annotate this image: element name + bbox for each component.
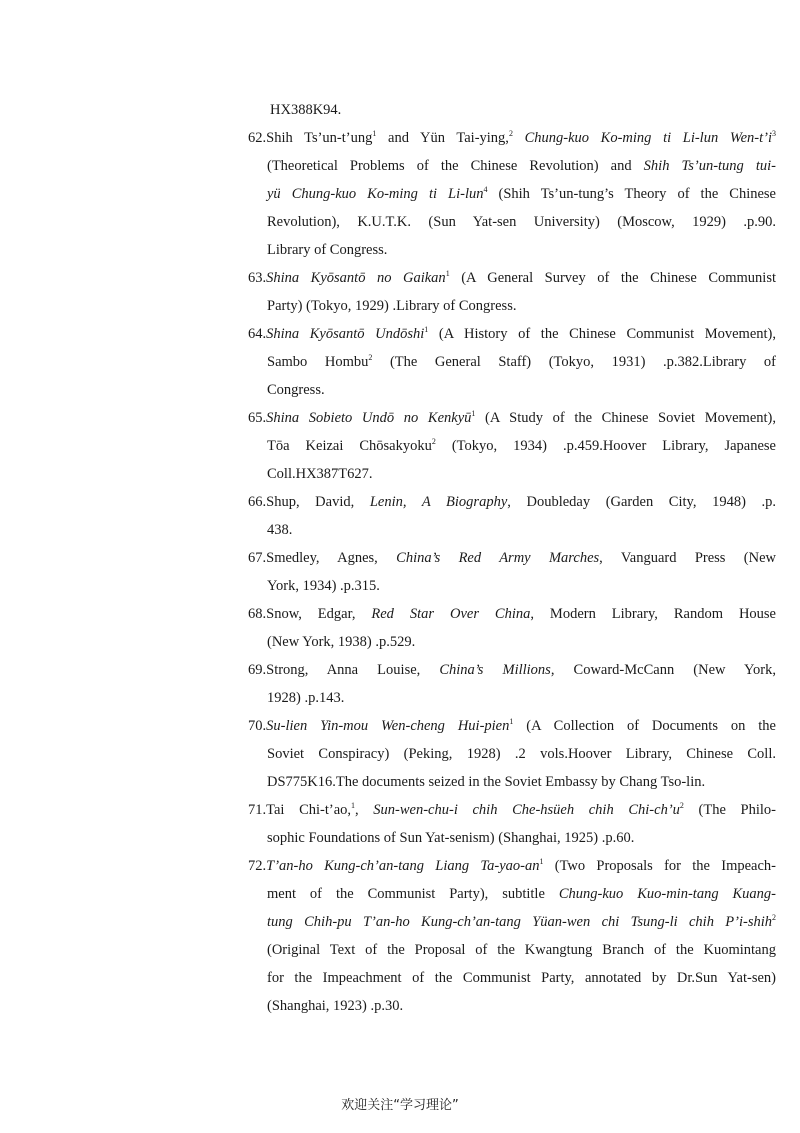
entry-line: 62.Shih Ts’un-t’ung$^1$ and Yün Tai-ying,$^2$ Chung-kuo Ko-ming ti Li-lun Wen-$t’i^3$ bbox=[248, 129, 777, 146]
entry-line: (Original Text of the Proposal of the Kwangtung Branch of the Kuomintang bbox=[267, 942, 776, 958]
entry-line: 1928) .p.143. bbox=[267, 690, 345, 706]
entry-line: Congress. bbox=[267, 382, 325, 398]
page-footer: 欢迎关注“学习理论” bbox=[341, 1098, 459, 1113]
entry-line: 71.Tai Chi-t’ao,$^1$, Sun-wen-chu-i chih Che-hsüeh chih Chi-$ch’u^2$ (The Philo- bbox=[248, 801, 777, 818]
entry-line: (New York, 1938) .p.529. bbox=[267, 634, 416, 650]
entry-line: Revolution), K.U.T.K. (Sun Yat-sen University) (Moscow, 1929) .p.90. bbox=[267, 214, 776, 230]
entry-line: 68.Snow, Edgar, Red Star Over China, Modern Library, Random House bbox=[248, 606, 776, 622]
entry-line: DS775K16.The documents seized in the Soviet Embassy by Chang Tso-lin. bbox=[267, 774, 706, 790]
bibliography-entry bbox=[248, 404, 776, 488]
bibliography-entry bbox=[248, 124, 776, 264]
bibliography-entry bbox=[248, 852, 776, 1020]
entry-line: yü Chung-kuo Ko-ming ti Li-lun$^4$ (Shih Ts’un-tung’s Theory of the Chinese bbox=[267, 185, 776, 202]
entry-line: for the Impeachment of the Communist Party, annotated by Dr.Sun Yat-sen) bbox=[267, 970, 776, 986]
bibliography-entry bbox=[248, 656, 776, 712]
entry-line: 438. bbox=[267, 522, 293, 538]
entry-line: Library of Congress. bbox=[267, 242, 388, 258]
entry-line: Tōa Keizai Chōsakyoku$^2$ (Tokyo, 1934) .p.459.Hoover Library, Japanese bbox=[267, 437, 776, 454]
entry-line: 67.Smedley, Agnes, China’s Red Army Marches, Vanguard Press (New bbox=[248, 550, 776, 566]
entry-line: 63.Shina Kyōsantō no Gaikan$^1$ (A General Survey of the Chinese Communist bbox=[248, 269, 776, 286]
entry-line: Sambo Hombu$^2$ (The General Staff) (Tokyo, 1931) .p.382.Library of bbox=[267, 353, 776, 370]
bibliography-entry bbox=[248, 712, 776, 796]
bibliography-entry bbox=[248, 488, 776, 544]
entry-line: ment of the Communist Party), subtitle Chung-kuo Kuo-min-tang Kuang- bbox=[267, 886, 777, 902]
entry-line: 69.Strong, Anna Louise, China’s Millions, Coward-McCann (New York, bbox=[248, 662, 776, 678]
bibliography-entry bbox=[248, 544, 776, 600]
entry-line: Coll.HX387T627. bbox=[267, 466, 373, 482]
entry-line: sophic Foundations of Sun Yat-senism) (Shanghai, 1925) .p.60. bbox=[267, 830, 635, 846]
entry-line: Soviet Conspiracy) (Peking, 1928) .2 vols.Hoover Library, Chinese Coll. bbox=[267, 746, 776, 762]
entry-line: 64.Shina Kyōsantō Undōshi$^1$ (A History of the Chinese Communist Movement), bbox=[248, 325, 776, 342]
entry-line: York, 1934) .p.315. bbox=[267, 578, 380, 594]
continuation-line: HX388K94. bbox=[270, 102, 342, 118]
entry-line: 72.T’an-ho Kung-ch’an-tang Liang $Ta-yao-an^1$ (Two Proposals for the Impeach- bbox=[248, 857, 776, 874]
bibliography-entry bbox=[248, 796, 776, 852]
entry-line: 70.Su-lien Yin-mou Wen-cheng Hui-pien$^1$ (A Collection of Documents on the bbox=[248, 717, 776, 734]
bibliography-entry bbox=[248, 264, 776, 320]
entry-line: tung Chih-pu T’an-ho Kung-ch’an-tang Yüan-wen chi Tsung-li chih P’i-shih$^2$ bbox=[267, 913, 776, 930]
entry-line: 66.Shup, David, Lenin, A Biography, Doubleday (Garden City, 1948) .p. bbox=[248, 494, 776, 510]
entry-line: 65.Shina Sobieto Undō no Kenkyū$^1$ (A Study of the Chinese Soviet Movement), bbox=[248, 409, 776, 426]
entry-line: Party) (Tokyo, 1929) .Library of Congress. bbox=[267, 298, 517, 314]
bibliography-entry bbox=[248, 600, 776, 656]
entry-line: (Theoretical Problems of the Chinese Revolution) and Shih Ts’un-tung tui- bbox=[267, 158, 776, 174]
entry-line: (Shanghai, 1923) .p.30. bbox=[267, 998, 404, 1014]
bibliography-entry bbox=[248, 320, 776, 404]
